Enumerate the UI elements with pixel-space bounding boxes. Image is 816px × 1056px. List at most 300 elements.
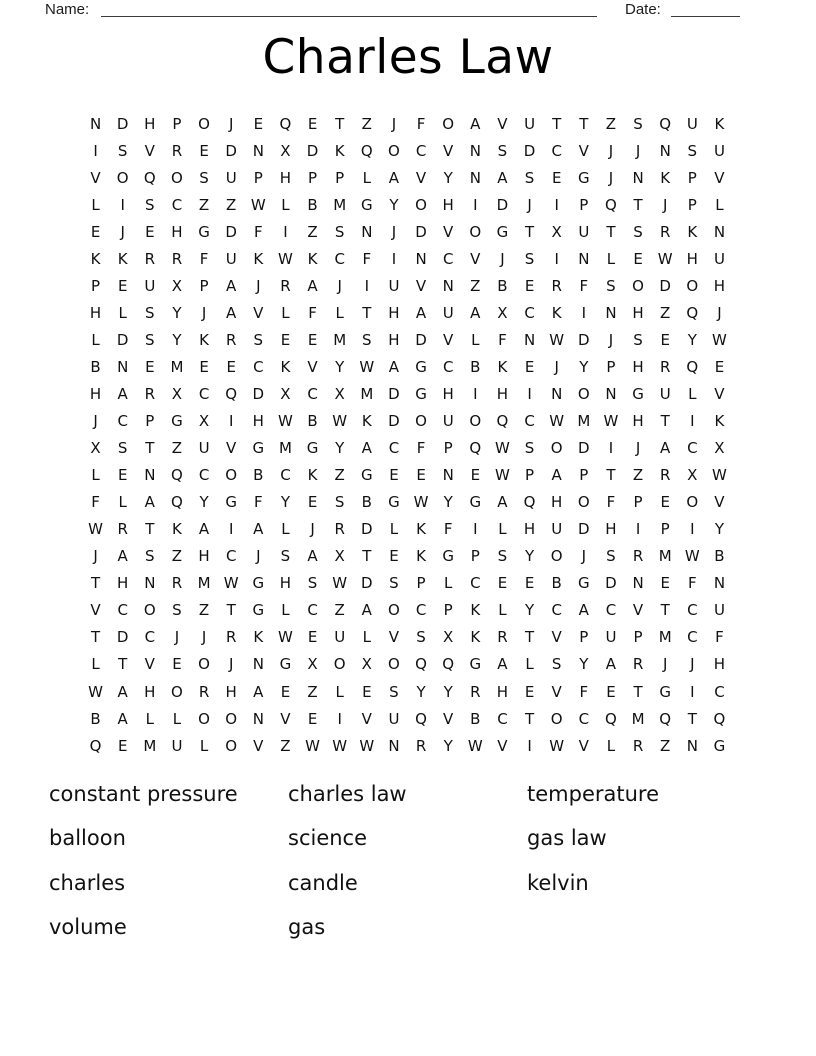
grid-cell: J — [635, 141, 641, 160]
grid-cell: S — [524, 439, 535, 458]
grid-cell: C — [714, 682, 725, 701]
grid-cell: E — [714, 357, 725, 376]
grid-cell: Q — [686, 303, 699, 322]
grid-cell: J — [174, 628, 180, 647]
grid-cell: H — [686, 249, 698, 268]
grid-cell: T — [226, 601, 236, 620]
grid-cell: S — [389, 574, 399, 593]
grid-cell: N — [632, 168, 644, 187]
grid-cell: C — [388, 439, 400, 458]
grid-cell: W — [657, 249, 673, 268]
grid-cell: K — [660, 168, 671, 187]
grid-cell: E — [524, 276, 535, 295]
grid-cell: E — [117, 466, 128, 485]
grid-cell: A — [578, 601, 589, 620]
grid-cell: N — [442, 276, 454, 295]
grid-cell: A — [497, 655, 508, 674]
grid-cell: Y — [443, 736, 453, 755]
grid-cell: Q — [279, 114, 292, 133]
grid-cell: S — [389, 682, 399, 701]
grid-cell: S — [497, 547, 508, 566]
grid-cell: T — [90, 628, 101, 647]
grid-cell: W — [603, 412, 619, 431]
grid-cell: R — [659, 222, 671, 241]
grid-cell: G — [415, 384, 427, 403]
grid-cell: A — [361, 439, 372, 458]
grid-cell: R — [632, 655, 644, 674]
grid-cell: T — [362, 547, 372, 566]
grid-cell: E — [633, 249, 643, 268]
grid-cell: K — [90, 249, 101, 268]
grid-cell: Y — [579, 655, 589, 674]
grid-cell: M — [631, 709, 645, 728]
grid-cell: Y — [443, 168, 453, 187]
grid-cell: H — [117, 574, 129, 593]
grid-cell: D — [659, 276, 671, 295]
grid-cell: H — [442, 195, 454, 214]
grid-cell: X — [280, 384, 291, 403]
grid-cell: J — [93, 547, 98, 566]
grid-cell: M — [658, 547, 672, 566]
grid-cell: G — [225, 493, 237, 512]
grid-cell: Z — [361, 114, 372, 133]
grid-cell: G — [415, 357, 427, 376]
grid-cell: K — [470, 628, 481, 647]
grid-cell: H — [496, 384, 509, 403]
grid-cell: T — [335, 114, 345, 133]
grid-cell: S — [280, 547, 291, 566]
grid-cell: E — [253, 114, 264, 133]
grid-cell: A — [226, 276, 237, 295]
grid-cell: O — [632, 276, 644, 295]
word-search-grid — [82, 110, 733, 759]
grid-cell: V — [90, 168, 101, 187]
grid-cell: Q — [659, 709, 672, 728]
grid-cell: U — [144, 276, 156, 295]
grid-cell: J — [228, 655, 234, 674]
grid-cell: Z — [660, 303, 671, 322]
grid-cell: A — [605, 655, 617, 674]
grid-cell: W — [88, 682, 103, 701]
grid-cell: K — [416, 547, 426, 566]
grid-cell: Y — [443, 682, 453, 701]
grid-cell: B — [253, 466, 264, 485]
grid-cell: P — [470, 547, 480, 566]
grid-cell: V — [551, 682, 562, 701]
grid-cell: R — [632, 547, 644, 566]
grid-cell: P — [308, 168, 318, 187]
grid-cell: E — [307, 330, 318, 349]
grid-cell: L — [335, 303, 344, 322]
grid-cell: P — [687, 168, 697, 187]
grid-cell: O — [686, 493, 699, 512]
word-list-item: science — [288, 826, 368, 851]
grid-cell: N — [551, 384, 563, 403]
grid-cell: O — [388, 601, 400, 620]
grid-cell: E — [117, 736, 128, 755]
grid-cell: S — [199, 168, 209, 187]
grid-cell: U — [713, 249, 725, 268]
grid-cell: O — [225, 466, 238, 485]
grid-cell: V — [714, 493, 725, 512]
grid-cell: O — [198, 709, 210, 728]
grid-cell: D — [116, 330, 129, 349]
grid-cell: H — [605, 520, 617, 539]
grid-cell: F — [579, 682, 589, 701]
grid-cell: G — [171, 412, 183, 431]
grid-cell: E — [307, 628, 318, 647]
grid-cell: C — [470, 574, 481, 593]
grid-cell: H — [198, 547, 210, 566]
grid-cell: E — [90, 222, 101, 241]
grid-cell: B — [361, 493, 372, 512]
grid-cell: I — [690, 520, 695, 539]
grid-cell: R — [117, 520, 128, 539]
grid-cell: V — [90, 601, 101, 620]
grid-cell: X — [280, 141, 291, 160]
grid-cell: O — [171, 168, 183, 187]
grid-cell: W — [278, 249, 293, 268]
grid-cell: T — [660, 601, 670, 620]
grid-cell: D — [605, 574, 617, 593]
grid-cell: Z — [280, 736, 291, 755]
grid-cell: U — [713, 141, 725, 160]
grid-cell: Z — [632, 466, 644, 485]
grid-cell: Z — [171, 547, 183, 566]
grid-cell: J — [554, 357, 559, 376]
grid-cell: L — [498, 520, 507, 539]
grid-cell: C — [307, 601, 318, 620]
grid-cell: M — [143, 736, 157, 755]
grid-cell: I — [283, 222, 288, 241]
grid-cell: I — [364, 276, 370, 295]
grid-cell: J — [391, 114, 397, 133]
grid-cell: V — [443, 222, 454, 241]
grid-cell: L — [118, 303, 127, 322]
grid-cell: C — [171, 195, 183, 214]
grid-cell: F — [308, 303, 317, 322]
grid-cell: G — [496, 222, 509, 241]
grid-cell: I — [473, 195, 478, 214]
grid-cell: L — [91, 655, 100, 674]
grid-cell: F — [579, 276, 589, 295]
grid-cell: X — [443, 628, 454, 647]
grid-cell: K — [714, 412, 725, 431]
grid-cell: L — [606, 736, 616, 755]
grid-cell: D — [388, 384, 400, 403]
grid-cell: L — [118, 493, 127, 512]
grid-cell: D — [361, 574, 373, 593]
grid-cell: Q — [469, 439, 482, 458]
grid-cell: J — [201, 303, 207, 322]
grid-cell: P — [91, 276, 101, 295]
grid-cell: S — [633, 114, 643, 133]
word-list-item: charles law — [288, 782, 407, 806]
grid-cell: V — [578, 736, 589, 755]
grid-cell: H — [225, 682, 237, 701]
word-list-item: constant pressure — [49, 782, 238, 806]
grid-cell: G — [442, 547, 454, 566]
grid-cell: A — [361, 601, 372, 620]
grid-cell: Y — [199, 493, 209, 512]
grid-cell: U — [198, 439, 210, 458]
grid-cell: Z — [334, 466, 345, 485]
grid-cell: G — [632, 384, 644, 403]
grid-cell: A — [198, 520, 210, 539]
grid-cell: L — [145, 709, 154, 728]
grid-cell: V — [551, 628, 562, 647]
grid-cell: F — [253, 222, 263, 241]
grid-cell: L — [688, 384, 697, 403]
grid-cell: E — [606, 682, 616, 701]
grid-cell: N — [144, 574, 156, 593]
grid-cell: T — [145, 439, 155, 458]
grid-cell: J — [500, 249, 505, 268]
grid-cell: H — [442, 384, 454, 403]
grid-cell: N — [89, 114, 102, 133]
grid-cell: Q — [442, 655, 455, 674]
grid-cell: G — [361, 466, 373, 485]
grid-cell: R — [415, 736, 427, 755]
grid-cell: L — [281, 601, 290, 620]
grid-cell: N — [713, 574, 726, 593]
grid-cell: S — [551, 655, 562, 674]
grid-cell: L — [498, 601, 507, 620]
grid-cell: X — [90, 439, 101, 458]
grid-cell: R — [198, 682, 210, 701]
grid-cell: H — [632, 412, 644, 431]
grid-cell: R — [497, 628, 508, 647]
grid-cell: J — [310, 520, 315, 539]
grid-cell: K — [361, 412, 372, 431]
grid-cell: X — [334, 547, 345, 566]
grid-cell: P — [579, 628, 589, 647]
grid-cell: N — [361, 222, 373, 241]
grid-cell: E — [416, 466, 426, 485]
grid-cell: I — [554, 249, 559, 268]
grid-cell: S — [117, 439, 128, 458]
grid-cell: I — [527, 736, 532, 755]
grid-cell: J — [228, 114, 234, 133]
grid-cell: O — [469, 412, 482, 431]
grid-cell: J — [717, 303, 722, 322]
grid-cell: N — [605, 303, 617, 322]
grid-cell: I — [527, 384, 532, 403]
grid-cell: C — [442, 249, 454, 268]
grid-cell: R — [551, 276, 562, 295]
grid-cell: Y — [524, 601, 535, 620]
grid-cell: I — [635, 520, 641, 539]
grid-cell: G — [388, 493, 400, 512]
grid-cell: T — [579, 114, 589, 133]
grid-cell: N — [605, 384, 617, 403]
grid-cell: T — [524, 628, 535, 647]
grid-cell: J — [120, 222, 125, 241]
grid-cell: R — [144, 249, 156, 268]
grid-cell: H — [89, 303, 102, 322]
grid-cell: V — [415, 168, 427, 187]
grid-cell: E — [524, 574, 535, 593]
grid-cell: J — [608, 141, 614, 160]
grid-cell: V — [714, 168, 725, 187]
grid-cell: S — [606, 276, 616, 295]
grid-cell: A — [117, 384, 128, 403]
grid-cell: G — [469, 493, 482, 512]
grid-cell: A — [497, 493, 508, 512]
grid-cell: M — [333, 195, 347, 214]
grid-cell: B — [307, 412, 318, 431]
grid-cell: N — [415, 249, 427, 268]
grid-cell: W — [712, 466, 727, 485]
grid-cell: D — [578, 330, 590, 349]
grid-cell: G — [361, 195, 373, 214]
grid-cell: E — [497, 574, 508, 593]
grid-cell: S — [687, 141, 698, 160]
grid-cell: Y — [389, 195, 399, 214]
grid-cell: M — [577, 412, 591, 431]
grid-cell: V — [361, 709, 372, 728]
grid-cell: W — [359, 736, 375, 755]
grid-cell: H — [89, 384, 102, 403]
grid-cell: U — [605, 628, 617, 647]
grid-cell: E — [362, 682, 372, 701]
grid-cell: Z — [334, 601, 345, 620]
word-list — [49, 782, 767, 952]
grid-cell: E — [145, 357, 155, 376]
grid-cell: H — [523, 520, 536, 539]
grid-cell: Z — [307, 222, 318, 241]
grid-cell: P — [633, 628, 643, 647]
word-list-column — [49, 782, 238, 960]
grid-cell: L — [335, 682, 344, 701]
grid-cell: V — [443, 330, 454, 349]
grid-cell: Q — [605, 195, 617, 214]
grid-cell: F — [606, 493, 616, 512]
grid-cell: N — [686, 736, 698, 755]
grid-cell: T — [633, 682, 643, 701]
grid-cell: S — [416, 628, 426, 647]
grid-cell: E — [660, 493, 670, 512]
grid-cell: M — [360, 384, 374, 403]
word-list-column — [288, 782, 407, 960]
grid-cell: O — [171, 682, 183, 701]
grid-cell: G — [578, 574, 590, 593]
grid-cell: Y — [172, 330, 182, 349]
grid-cell: S — [362, 330, 372, 349]
grid-cell: F — [443, 520, 453, 539]
grid-cell: H — [144, 682, 156, 701]
grid-cell: A — [117, 547, 128, 566]
grid-cell: I — [473, 520, 478, 539]
grid-cell: F — [687, 574, 697, 593]
grid-cell: H — [279, 574, 292, 593]
grid-cell: L — [525, 655, 534, 674]
grid-cell: O — [388, 655, 400, 674]
grid-cell: C — [442, 357, 454, 376]
grid-cell: A — [497, 168, 508, 187]
grid-cell: F — [253, 493, 263, 512]
grid-cell: J — [93, 412, 98, 431]
grid-cell: V — [144, 141, 155, 160]
grid-cell: A — [470, 303, 481, 322]
grid-cell: E — [280, 682, 291, 701]
grid-cell: O — [550, 439, 563, 458]
word-list-item: temperature — [527, 782, 659, 806]
grid-cell: I — [690, 412, 695, 431]
grid-cell: J — [337, 276, 342, 295]
grid-cell: I — [690, 682, 695, 701]
grid-cell: V — [714, 384, 725, 403]
grid-cell: R — [659, 466, 671, 485]
grid-cell: P — [253, 168, 263, 187]
grid-cell: Q — [415, 709, 427, 728]
grid-cell: C — [198, 466, 210, 485]
grid-cell: K — [199, 330, 209, 349]
grid-cell: I — [554, 195, 559, 214]
grid-cell: U — [442, 303, 454, 322]
grid-cell: B — [90, 709, 101, 728]
grid-cell: Y — [172, 303, 182, 322]
grid-cell: C — [605, 601, 617, 620]
grid-cell: W — [549, 736, 565, 755]
grid-cell: C — [551, 141, 562, 160]
word-list-item: kelvin — [527, 870, 589, 895]
grid-cell: V — [578, 141, 589, 160]
grid-cell: H — [279, 168, 292, 187]
grid-cell: P — [633, 493, 643, 512]
grid-cell: Q — [713, 709, 726, 728]
grid-cell: C — [524, 303, 535, 322]
grid-cell: T — [660, 412, 670, 431]
grid-cell: D — [361, 520, 373, 539]
grid-cell: E — [389, 466, 399, 485]
grid-cell: K — [280, 357, 291, 376]
grid-cell: L — [362, 168, 371, 187]
grid-cell: E — [199, 357, 209, 376]
grid-cell: L — [362, 628, 371, 647]
grid-cell: D — [306, 141, 319, 160]
grid-cell: F — [91, 493, 100, 512]
grid-cell: E — [307, 114, 318, 133]
grid-cell: S — [172, 601, 182, 620]
grid-cell: U — [524, 114, 536, 133]
grid-cell: R — [225, 628, 237, 647]
grid-cell: V — [280, 709, 291, 728]
grid-cell: J — [608, 168, 614, 187]
grid-cell: Z — [605, 114, 617, 133]
grid-cell: W — [332, 736, 348, 755]
grid-cell: H — [252, 412, 264, 431]
grid-cell: C — [253, 357, 264, 376]
grid-cell: O — [225, 709, 238, 728]
grid-cell: C — [334, 249, 345, 268]
grid-cell: V — [226, 439, 237, 458]
grid-cell: O — [577, 493, 590, 512]
grid-cell: R — [225, 330, 237, 349]
grid-cell: W — [467, 736, 483, 755]
grid-cell: P — [172, 114, 182, 133]
grid-cell: C — [687, 439, 698, 458]
grid-cell: X — [307, 655, 318, 674]
grid-cell: C — [497, 709, 508, 728]
grid-cell: L — [606, 249, 616, 268]
grid-cell: B — [90, 357, 101, 376]
grid-cell: E — [172, 655, 182, 674]
grid-cell: K — [307, 466, 318, 485]
grid-cell: X — [551, 222, 562, 241]
grid-cell: T — [606, 222, 616, 241]
grid-cell: D — [225, 222, 237, 241]
